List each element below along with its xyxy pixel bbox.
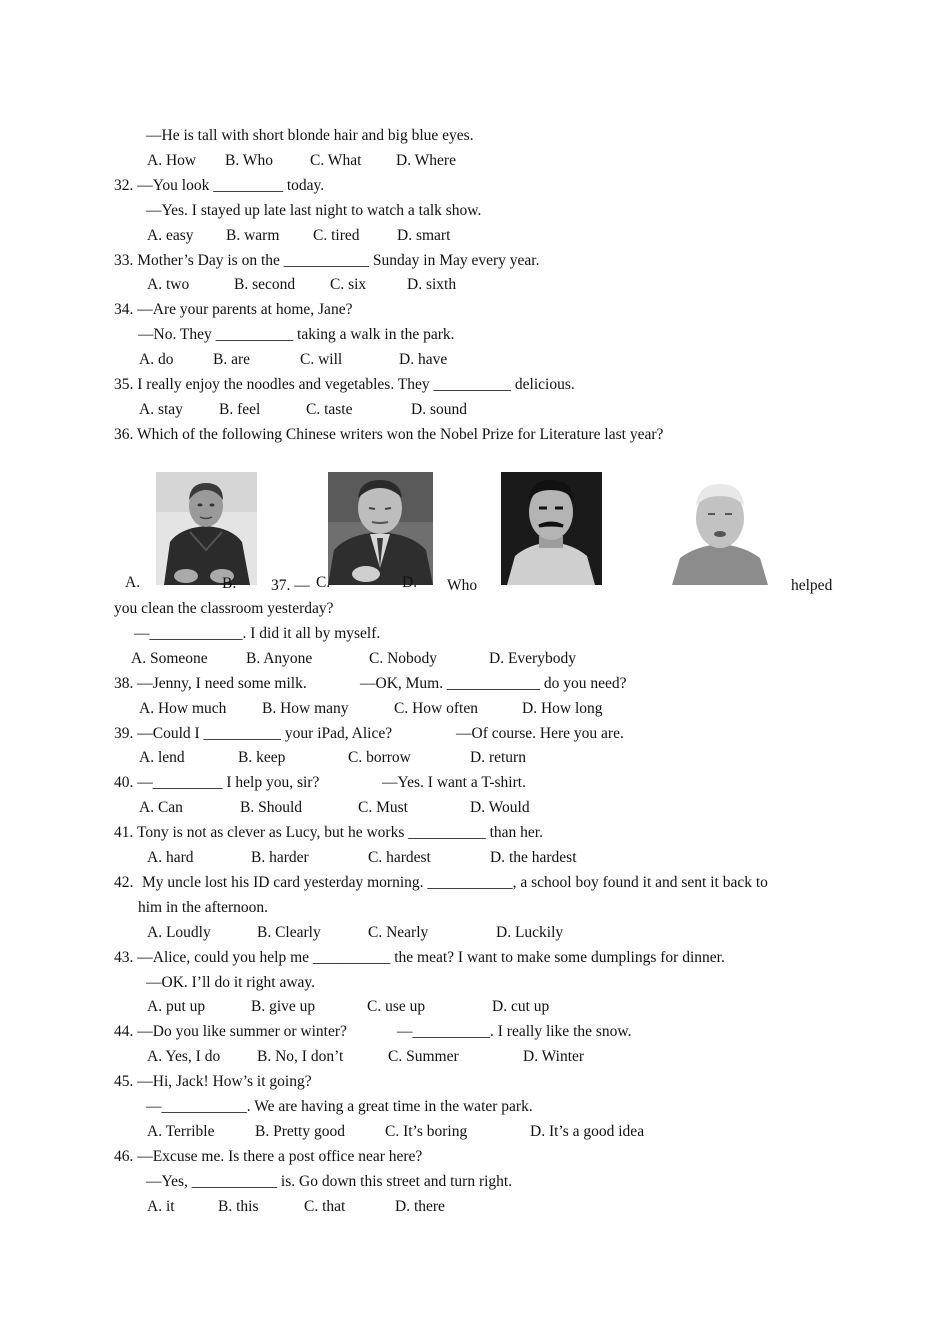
q45-answer-line: —___________. We are having a great time in the water park. — [146, 1098, 533, 1115]
q45-question: 45. —Hi, Jack! How’s it going? — [114, 1073, 312, 1090]
q45-option-c[interactable]: C. It’s boring — [385, 1123, 468, 1140]
q35-question: 35. I really enjoy the noodles and vegetables. They __________ delicious. — [114, 376, 575, 393]
q46-question: 46. —Excuse me. Is there a post office near here? — [114, 1148, 423, 1165]
q42-number: 42. — [114, 874, 134, 891]
q32-answer-line: —Yes. I stayed up late last night to watch a talk show. — [146, 202, 482, 219]
q32-option-c[interactable]: C. tired — [313, 227, 360, 244]
q37-option-c[interactable]: C. Nobody — [369, 650, 438, 667]
q42-option-c[interactable]: C. Nearly — [368, 924, 429, 941]
q41-option-d[interactable]: D. the hardest — [490, 849, 577, 866]
q46-option-a[interactable]: A. it — [147, 1198, 175, 1215]
writer-photo-d[interactable] — [664, 472, 777, 585]
q36-label-c: C. — [316, 574, 331, 591]
q37-helped: helped — [791, 577, 833, 594]
q34-question: 34. —Are your parents at home, Jane? — [114, 301, 353, 318]
q31-option-a[interactable]: A. How — [147, 152, 197, 169]
q40-question: 40. —_________ I help you, sir? — [114, 774, 320, 791]
q43-option-c[interactable]: C. use up — [367, 998, 426, 1015]
q32-option-d[interactable]: D. smart — [397, 227, 451, 244]
writer-photo-a[interactable] — [156, 472, 257, 585]
q34-option-c[interactable]: C. will — [300, 351, 343, 368]
q33-question: 33. Mother’s Day is on the ___________ Sunday in May every year. — [114, 252, 540, 269]
q36-label-a: A. — [125, 574, 141, 591]
q46-option-d[interactable]: D. there — [395, 1198, 445, 1215]
q39-option-d[interactable]: D. return — [470, 749, 526, 766]
q44-option-a[interactable]: A. Yes, I do — [147, 1048, 221, 1065]
q43-option-b[interactable]: B. give up — [251, 998, 316, 1015]
q34-option-b[interactable]: B. are — [213, 351, 251, 368]
q46-option-b[interactable]: B. this — [218, 1198, 259, 1215]
q38-question: 38. —Jenny, I need some milk. — [114, 675, 307, 692]
q35-option-b[interactable]: B. feel — [219, 401, 261, 418]
q35-option-d[interactable]: D. sound — [411, 401, 467, 418]
q34-option-d[interactable]: D. have — [399, 351, 448, 368]
q39-answer-line: —Of course. Here you are. — [456, 725, 624, 742]
q38-option-d[interactable]: D. How long — [522, 700, 603, 717]
q31-option-b[interactable]: B. Who — [225, 152, 273, 169]
q37-option-a[interactable]: A. Someone — [131, 650, 208, 667]
q33-option-a[interactable]: A. two — [147, 276, 190, 293]
q44-answer-line: —__________. I really like the snow. — [397, 1023, 632, 1040]
q42-option-b[interactable]: B. Clearly — [257, 924, 321, 941]
q40-option-a[interactable]: A. Can — [139, 799, 183, 816]
q40-option-b[interactable]: B. Should — [240, 799, 303, 816]
q35-option-c[interactable]: C. taste — [306, 401, 353, 418]
q37-question-cont: you clean the classroom yesterday? — [114, 600, 334, 617]
q45-option-d[interactable]: D. It’s a good idea — [530, 1123, 645, 1140]
q34-option-a[interactable]: A. do — [139, 351, 174, 368]
q38-option-c[interactable]: C. How often — [394, 700, 478, 717]
q36-label-d: D. — [402, 574, 418, 591]
q39-question: 39. —Could I __________ your iPad, Alice? — [114, 725, 393, 742]
q44-option-d[interactable]: D. Winter — [523, 1048, 585, 1065]
q41-option-a[interactable]: A. hard — [147, 849, 194, 866]
q46-option-c[interactable]: C. that — [304, 1198, 346, 1215]
q42-question-cont: him in the afternoon. — [138, 899, 268, 916]
q45-option-b[interactable]: B. Pretty good — [255, 1123, 345, 1140]
q41-option-c[interactable]: C. hardest — [368, 849, 431, 866]
q39-option-a[interactable]: A. lend — [139, 749, 185, 766]
q43-answer-line: —OK. I’ll do it right away. — [146, 974, 316, 991]
q35-option-a[interactable]: A. stay — [139, 401, 183, 418]
q40-answer-line: —Yes. I want a T-shirt. — [382, 774, 526, 791]
q44-option-b[interactable]: B. No, I don’t — [257, 1048, 344, 1065]
q43-option-a[interactable]: A. put up — [147, 998, 206, 1015]
q46-answer-line: —Yes, ___________ is. Go down this street and turn right. — [146, 1173, 513, 1190]
q33-option-c[interactable]: C. six — [330, 276, 367, 293]
q37-number: 37. — — [271, 577, 310, 594]
q37-who: Who — [447, 577, 478, 594]
q31-option-d[interactable]: D. Where — [396, 152, 456, 169]
q37-answer-line: —____________. I did it all by myself. — [134, 625, 381, 642]
q40-option-c[interactable]: C. Must — [358, 799, 408, 816]
q42-question: My uncle lost his ID card yesterday morning. ___________, a school boy found it and sent it back to — [142, 874, 768, 891]
writer-photo-c[interactable] — [501, 472, 602, 585]
q32-question: 32. —You look _________ today. — [114, 177, 325, 194]
q38-option-b[interactable]: B. How many — [262, 700, 349, 717]
q38-option-a[interactable]: A. How much — [139, 700, 227, 717]
q31-answer-line: —He is tall with short blonde hair and big blue eyes. — [146, 127, 474, 144]
q42-option-d[interactable]: D. Luckily — [496, 924, 564, 941]
q37-option-d[interactable]: D. Everybody — [489, 650, 576, 667]
q33-option-b[interactable]: B. second — [234, 276, 296, 293]
q41-question: 41. Tony is not as clever as Lucy, but he works __________ than her. — [114, 824, 543, 841]
q36-question: 36. Which of the following Chinese writers won the Nobel Prize for Literature last year? — [114, 426, 664, 443]
q41-option-b[interactable]: B. harder — [251, 849, 309, 866]
q43-option-d[interactable]: D. cut up — [492, 998, 550, 1015]
q38-answer-line: —OK, Mum. ____________ do you need? — [360, 675, 627, 692]
q32-option-b[interactable]: B. warm — [226, 227, 280, 244]
q44-option-c[interactable]: C. Summer — [388, 1048, 459, 1065]
q32-option-a[interactable]: A. easy — [147, 227, 194, 244]
q43-question: 43. —Alice, could you help me __________ the meat? I want to make some dumplings for dinner. — [114, 949, 725, 966]
q40-option-d[interactable]: D. Would — [470, 799, 530, 816]
q37-option-b[interactable]: B. Anyone — [246, 650, 313, 667]
q42-option-a[interactable]: A. Loudly — [147, 924, 211, 941]
q39-option-b[interactable]: B. keep — [238, 749, 286, 766]
q39-option-c[interactable]: C. borrow — [348, 749, 411, 766]
q44-question: 44. —Do you like summer or winter? — [114, 1023, 347, 1040]
writer-photo-b[interactable] — [328, 472, 433, 585]
q34-answer-line: —No. They __________ taking a walk in the park. — [138, 326, 455, 343]
q31-option-c[interactable]: C. What — [310, 152, 362, 169]
q45-option-a[interactable]: A. Terrible — [147, 1123, 215, 1140]
q36-label-b: B. — [222, 575, 237, 592]
q33-option-d[interactable]: D. sixth — [407, 276, 457, 293]
